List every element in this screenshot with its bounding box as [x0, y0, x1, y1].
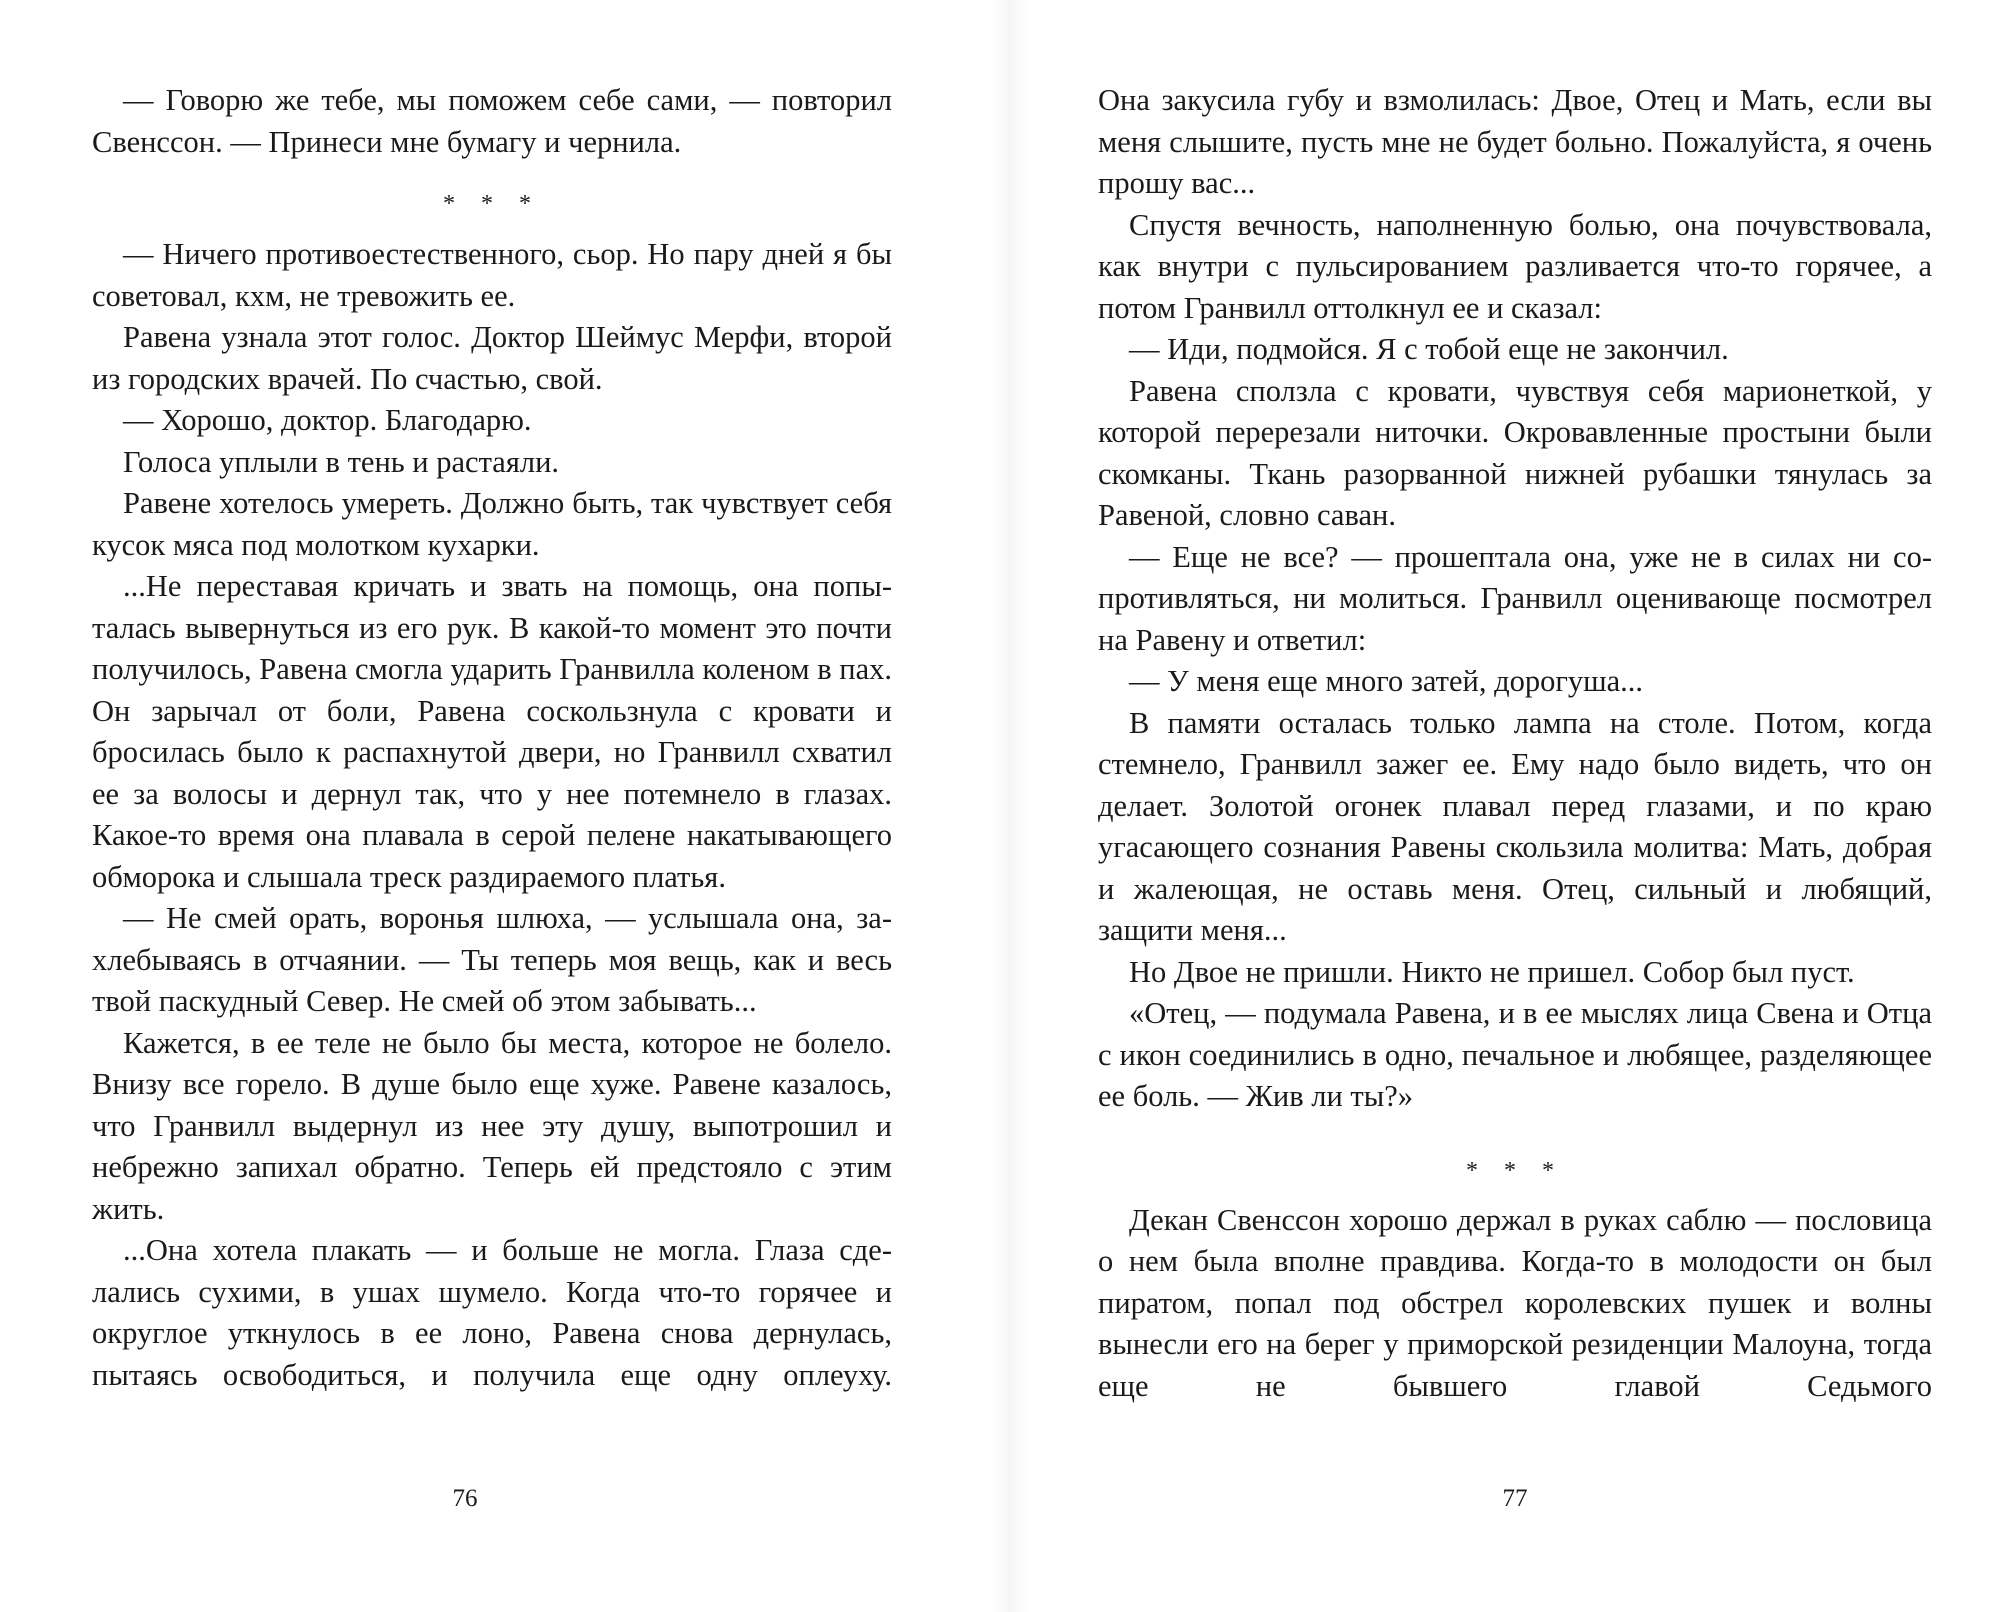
paragraph: — У меня еще много затей, дорогуша... — [1129, 664, 1644, 698]
page-number-right: 77 — [1502, 1485, 1528, 1512]
paragraph: — Иди, подмойся. Я с тобой еще не закончил. — [1129, 332, 1729, 366]
paragraph: Равене хотелось умереть. Должно быть, так чувствует себя кусок мяса под молотком кухарки. — [92, 486, 892, 562]
paragraph: Равена сползла с кровати, чувствуя себя марионеткой, у которой перерезали ниточки. Окровавленные простыни были скомканы. Ткань разорванной нижней рубашки тянулась за Равеной, словно саван. — [1098, 373, 1932, 532]
paragraph: — Не смей орать, воронья шлюха, — услышала она, захлебываясь в отчаянии. — Ты теперь моя вещь, как и весь твой паскудный Север. Не смей об этом забывать... — [92, 901, 892, 1018]
book-spine-shadow — [990, 0, 1030, 1612]
paragraph: Равена узнала этот голос. Доктор Шеймус Мерфи, второй из городских врачей. По счастью, свой. — [92, 320, 892, 396]
paragraph: — Ничего противоестественного, сьор. Но пару дней я бы советовал, кхм, не тревожить ее. — [92, 237, 892, 313]
section-separator: * * * — [443, 191, 541, 217]
left-page — [92, 80, 892, 1396]
paragraph: — Еще не все? — прошептала она, уже не в силах ни сопротивляться, ни молиться. Гранвилл оценивающе посмотрел на Равену и ответил: — [1098, 539, 1932, 657]
section-separator: * * * — [1466, 1157, 1564, 1184]
right-page — [1098, 80, 1932, 1407]
paragraph: ...Она хотела плакать — и больше не могла. Глаза сделались сухими, в ушах шумело. Когда что-то горячее и округлое уткнулось в ее лоно, Равена снова дернулась, пытаясь освободиться, и получила еще одну оплеуху. — [92, 1233, 892, 1392]
page-number-left: 76 — [452, 1485, 478, 1512]
paragraph: — Хорошо, доктор. Благодарю. — [123, 403, 532, 437]
paragraph: «Отец, — подумала Равена, и в ее мыслях лица Свена и Отца с икон соединились в одно, печальное и любящее, разделяющее ее боль. — Жив ли ты?» — [1098, 996, 1932, 1113]
paragraph: Голоса уплыли в тень и растаяли. — [123, 444, 560, 479]
paragraph: Декан Свенссон хорошо держал в руках саблю — пословица о нем была вполне правдива. Когда-то в молодости он был пиратом, попал под обстрел королевских пушек и волны вынесли его на берег у приморской резиденции Малоуна, тогда еще не бывшего главой Седьмого — [1098, 1202, 1932, 1403]
paragraph: Спустя вечность, наполненную болью, она почувствовала, как внутри с пульсированием разливается что-то горячее, а потом Гранвилл оттолкнул ее и сказал: — [1098, 207, 1932, 325]
paragraph: — Говорю же тебе, мы поможем себе сами, — повторил Свенссон. — Принеси мне бумагу и чернила. — [92, 83, 892, 159]
paragraph: Кажется, в ее теле не было бы места, которое не болело. Внизу все горело. В душе было еще хуже. Равене казалось, что Гранвилл выдернул из нее эту душу, выпотрошил и небрежно запихал обратно. Теперь ей предстояло с этим жить. — [92, 1025, 892, 1226]
paragraph: Но Двое не пришли. Никто не пришел. Собор был пуст. — [1129, 954, 1855, 989]
paragraph-continued: Она закусила губу и взмолилась: Двое, Отец и Мать, если вы меня слышите, пусть мне не будет больно. Пожалуйста, я очень прошу вас... — [1098, 83, 1932, 200]
paragraph: ...Не переставая кричать и звать на помощь, она попыталась вывернуться из его рук. В какой-то момент это почти получилось, Равена смогла ударить Гранвилла коленом в пах. Он зарычал от боли, Равена соскользнула с кровати и бросилась было к распахнутой двери, но Гранвилл схватил ее за волосы и дернул так, что у нее потемнело в глазах. Какое-то время она плавала в серой пелене накатывающего обморока и слышала треск раздираемого платья. — [92, 569, 892, 894]
paragraph: В памяти осталась только лампа на столе. Потом, когда стемнело, Гранвилл зажег ее. Ему надо было видеть, что он делает. Золотой огонек плавал перед глазами, и по краю угасающего сознания Равены скользила молитва: Мать, добрая и жалеющая, не оставь меня. Отец, сильный и любящий, защити меня... — [1098, 705, 1932, 947]
